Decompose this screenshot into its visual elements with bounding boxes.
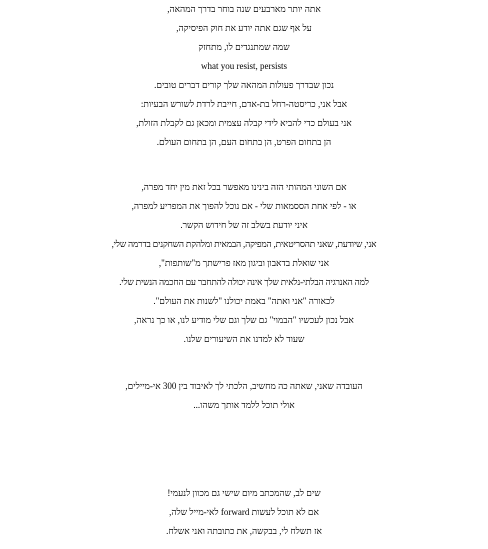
text-line: לכאורה "אני ואתה" באמת יכולנו "לשנות את העולם".: [153, 296, 335, 306]
text-line: אבל נכון לעכשיו "הבמוי" גם שלך וגם שלי מודיע לנו, או כך נראה,: [134, 315, 354, 325]
text-line: העובדה שאני, שאתה כה מחשיב, הלכתי לך לאיבוד בין 300 אי-מיילים,: [125, 381, 363, 391]
text-line: שמה שמתנגדים לו, מתחזק: [198, 42, 290, 52]
paragraph-2: [0, 178, 488, 349]
text-line: או - לפי אחת הססמאות שלי - אם נוכל להפוך את המפריע למפרה,: [131, 201, 357, 211]
text-line: על אף שגם אתה יודע את חוק הפיסיקה,: [176, 23, 312, 33]
text-line: שעוד לא למדנו את השיעורים שלנו.: [183, 334, 305, 344]
text-line: הן בתחום הפרט, הן בתחום העם, הן בתחום העולם.: [156, 137, 332, 147]
paragraph-3: [0, 377, 488, 415]
text-line: נכון שבדרך פעולות המהאה שלך קורים דברים טובים.: [154, 80, 334, 90]
text-line: איני יודעת בשלב זה של חידוש הקשר.: [180, 220, 308, 230]
text-line: שים לב, שהמכתב מיום שישי גם מכוון לנעמי!: [167, 488, 321, 498]
text-line: אולי תוכל ללמד אותך משהו...: [193, 400, 295, 410]
text-line: אבל אני, כריסטה-רחל בת-אדם, חייבת לרדת לשורש הבעיות:: [140, 99, 348, 109]
text-line: אז תשלח לי, בבקשה, את כתובתה ואני אשלח.: [166, 526, 322, 536]
paragraph-1: [0, 0, 488, 152]
paragraph-4: [0, 484, 488, 541]
text-line-english: what you resist, persists: [201, 61, 287, 71]
text-line: אני, שיודעת, שאני תהסריטאית, המפיקה, הבמאית ומלהקת השחקנים בדרמה שלי,: [111, 239, 377, 249]
text-line: למה האנרגיה הבלתי-נלאית שלך אינה יכולה להתחבר עם החכמה הנשית שלי.: [119, 277, 369, 287]
text-line: אתה יותר מארבעים שנה בוחר בדרך המהאה,: [167, 4, 321, 14]
text-line: אם השוני המהותי הזה בינינו מאפשר בכל זאת מין יחד מפרה,: [141, 182, 347, 192]
text-line: אם לא תוכל לעשות forward לאי-מייל שלה,: [169, 507, 319, 517]
text-line: אני שואלת בדאבון וביגון מאז פרישתך מ"שותפות",: [158, 258, 330, 268]
text-line: אני בעולם כדי להביא לידי קבלה עצמית ומכאן גם לקבלת הזולת,: [136, 118, 352, 128]
